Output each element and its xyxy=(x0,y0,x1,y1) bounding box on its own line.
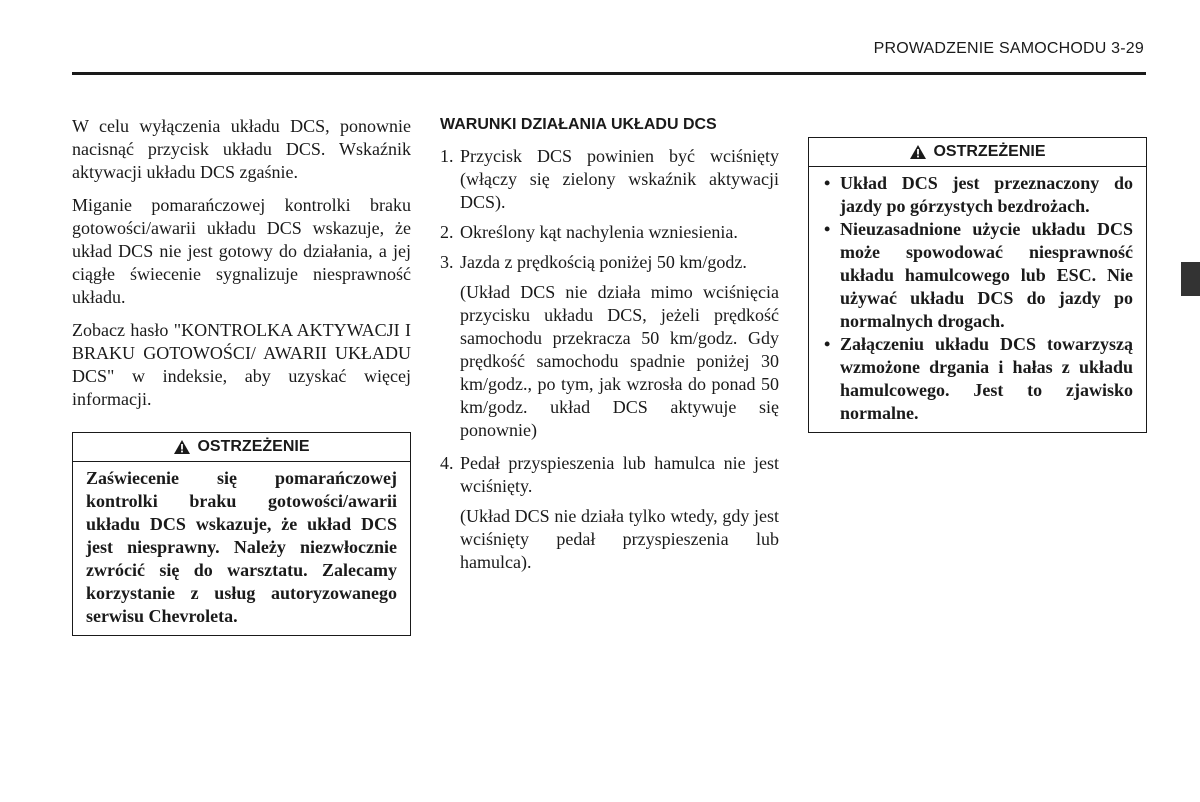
warning-title: OSTRZEŻENIE xyxy=(197,438,310,455)
column-left xyxy=(72,115,411,421)
list-item-text: Przycisk DCS powinien być wciśnięty (włączy się zielony wskaźnik aktywacji DCS). xyxy=(460,146,779,212)
chapter-thumb-tab xyxy=(1181,262,1200,296)
list-item: • Załączeniu układu DCS towarzyszą wzmożone drgania i hałas z układu hamulcowego. Jest to zjawisko normalne. xyxy=(822,333,1133,425)
warning-body xyxy=(809,167,1146,432)
list-item xyxy=(440,145,779,214)
list-item xyxy=(440,251,779,274)
list-number: 4. xyxy=(440,453,454,473)
list-number: 1. xyxy=(440,146,454,166)
paragraph-indicator-blinking: Miganie pomarańczowej kontrolki braku gotowości/awarii układu DCS wskazuje, że układ DCS nie jest gotowy do działania, a jej ciągłe świecenie sygnalizuje niesprawność układu. xyxy=(72,195,411,307)
column-middle xyxy=(440,115,779,584)
warning-header xyxy=(809,138,1146,167)
section-heading: WARUNKI DZIAŁANIA UKŁADU DCS xyxy=(440,116,717,133)
list-item: • Układ DCS jest przeznaczony do jazdy po górzystych bezdrożach. xyxy=(822,172,1133,218)
warning-title: OSTRZEŻENIE xyxy=(933,143,1046,160)
list-item-text: Jazda z prędkością poniżej 50 km/godz. xyxy=(460,252,747,272)
list-item xyxy=(440,452,779,498)
warning-header xyxy=(73,433,410,462)
list-number: 3. xyxy=(440,252,454,272)
note-speed: (Układ DCS nie działa mimo wciśnięcia przycisku układu DCS, jeżeli prędkość samochodu przekracza 50 km/godz. Gdy prędkość samochodu spadnie poniżej 30 km/godz., po tym, jak wzrosła do ponad 50 km/godz. układ DCS aktywuje się ponownie) xyxy=(460,282,779,440)
page-header: PROWADZENIE SAMOCHODU 3-29 xyxy=(873,40,1144,57)
paragraph-see-index: Zobacz hasło "KONTROLKA AKTYWACJI I BRAKU GOTOWOŚCI/ AWARII UKŁADU DCS" w indeksie, aby uzyskać więcej informacji. xyxy=(72,320,411,409)
warning-box-left xyxy=(72,432,411,636)
warning-bullets xyxy=(822,172,1133,425)
list-item-text: Pedał przyspieszenia lub hamulca nie jest wciśnięty. xyxy=(460,453,779,496)
paragraph-dcs-off: W celu wyłączenia układu DCS, ponownie nacisnąć przycisk układu DCS. Wskaźnik aktywacji układu DCS zgaśnie. xyxy=(72,116,411,182)
list-number: 2. xyxy=(440,222,454,242)
list-item xyxy=(440,221,779,244)
warning-triangle-icon xyxy=(173,439,191,455)
warning-triangle-icon xyxy=(909,144,927,160)
conditions-list-continued xyxy=(440,452,779,498)
warning-box-right xyxy=(808,137,1147,433)
note-pedal: (Układ DCS nie działa tylko wtedy, gdy jest wciśnięty pedał przyspieszenia lub hamulca). xyxy=(460,506,779,572)
header-rule xyxy=(72,72,1146,75)
warning-text: Zaświecenie się pomarańczowej kontrolki braku gotowości/awarii układu DCS wskazuje, że układ DCS jest niesprawny. Należy niezwłocznie zwrócić się do warsztatu. Zalecamy korzystanie z usług autoryzowanego serwisu Chevroleta. xyxy=(86,468,397,626)
conditions-list xyxy=(440,145,779,274)
list-item-text: Określony kąt nachylenia wzniesienia. xyxy=(460,222,738,242)
list-item: • Nieuzasadnione użycie układu DCS może spowodować niesprawność układu hamulcowego lub ESC. Nie używać układu DCS do jazdy po normalnych drogach. xyxy=(822,218,1133,333)
